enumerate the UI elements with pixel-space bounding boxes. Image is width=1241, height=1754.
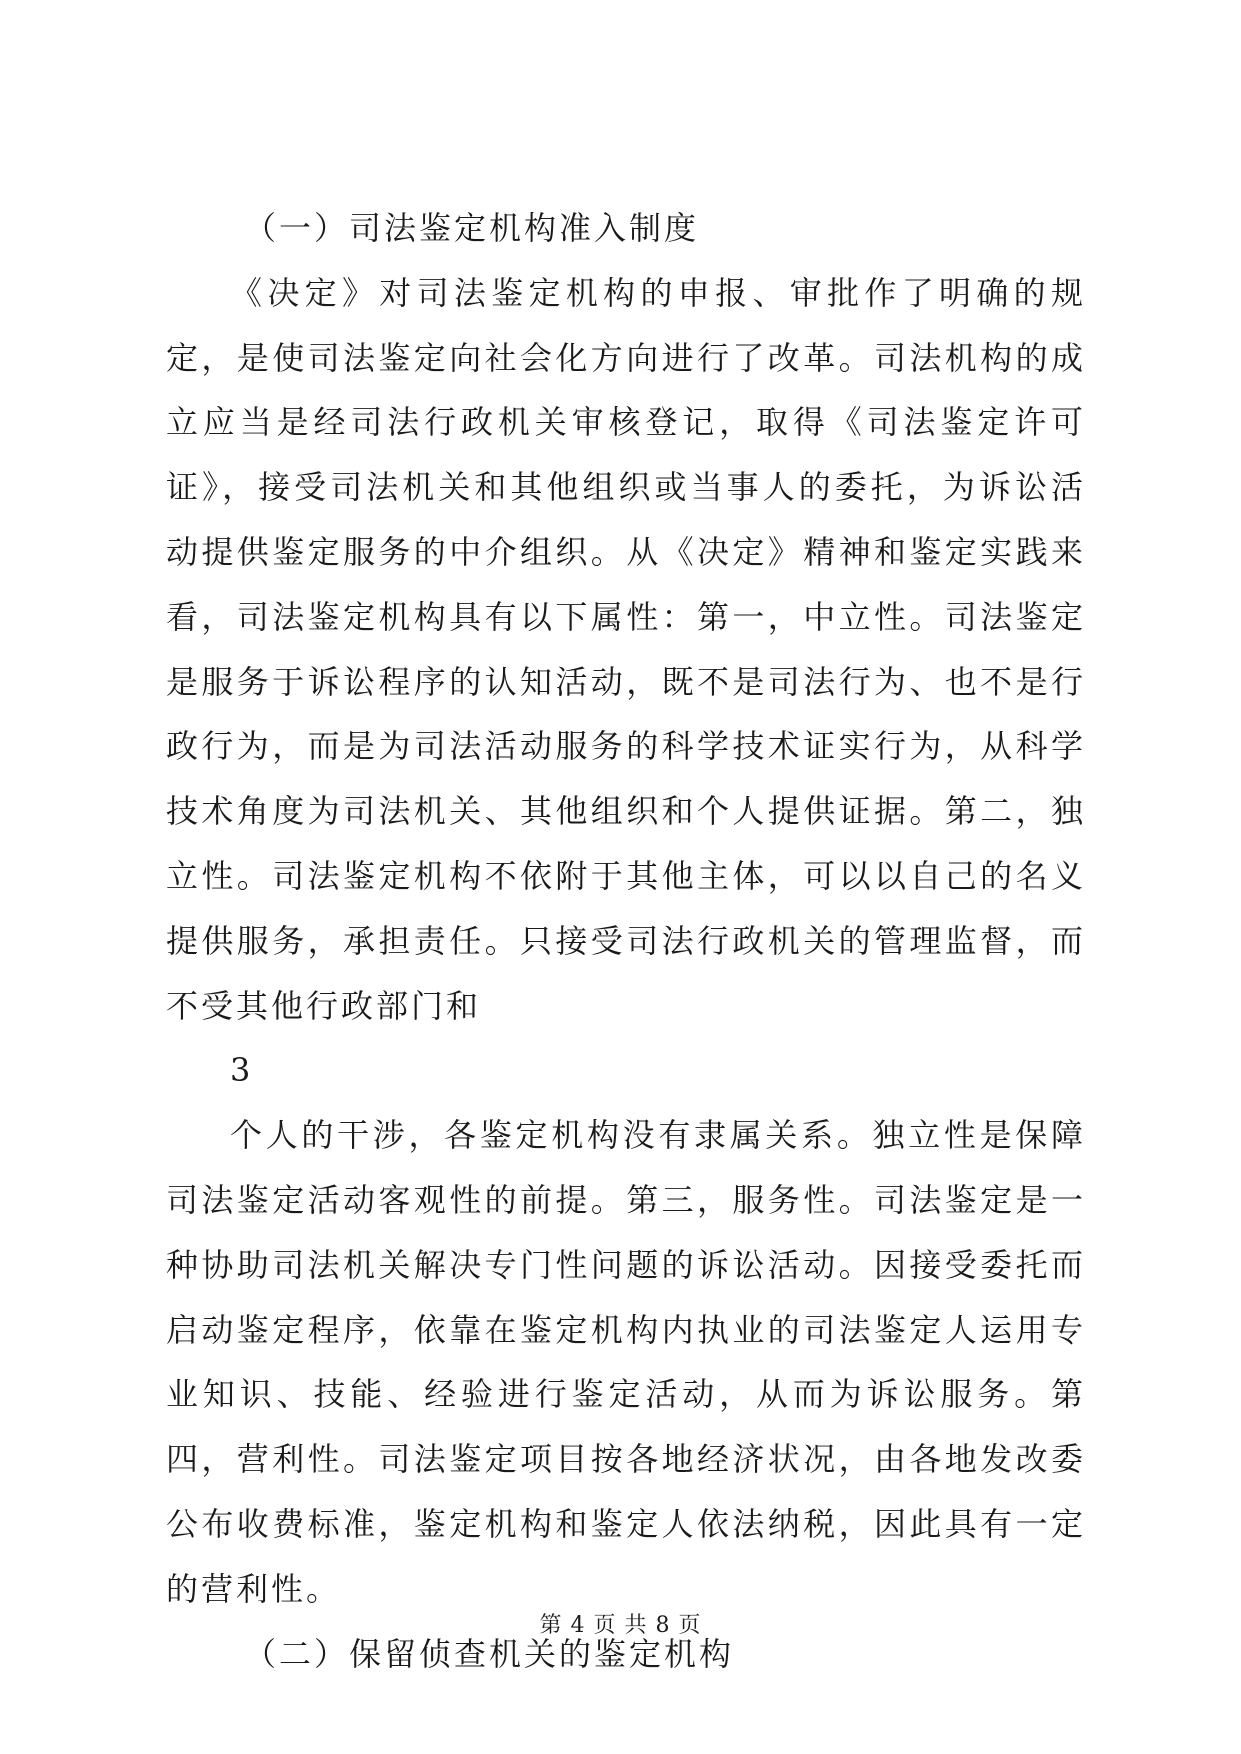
page-footer: 第 4 页 共 8 页 (539, 1613, 702, 1638)
paragraph-2: 个人的干涉，各鉴定机构没有隶属关系。独立性是保障司法鉴定活动客观性的前提。第三，服务性。司法鉴定是一种协助司法机关解决专门性问题的诉讼活动。因接受委托而启动鉴定程序，依靠在鉴定机构内执业的司法鉴定人运用专业知识、技能、经验进行鉴定活动，从而为诉讼服务。第四，营利性。司法鉴定项目按各地经济状况，由各地发改委公布收费标准，鉴定机构和鉴定人依法纳税，因此具有一定的营利性。 (166, 1116, 1086, 1608)
section-heading-2: （二）保留侦查机关的鉴定机构 (244, 1634, 735, 1673)
document-body (166, 196, 1086, 1686)
paragraph-1: 《决定》对司法鉴定机构的申报、审批作了明确的规定，是使司法鉴定向社会化方向进行了改革。司法机构的成立应当是经司法行政机关审核登记，取得《司法鉴定许可证》，接受司法机关和其他组织或当事人的委托，为诉讼活动提供鉴定服务的中介组织。从《决定》精神和鉴定实践来看，司法鉴定机构具有以下属性：第一，中立性。司法鉴定是服务于诉讼程序的认知活动，既不是司法行为、也不是行政行为，而是为司法活动服务的科学技术证实行为，从科学技术角度为司法机关、其他组织和个人提供证据。第二，独立性。司法鉴定机构不依附于其他主体，可以以自己的名义提供服务，承担责任。只接受司法行政机关的管理监督，而不受其他行政部门和 (166, 273, 1086, 1025)
inline-page-number: 3 (230, 1051, 254, 1090)
section-heading-1: （一）司法鉴定机构准入制度 (244, 209, 700, 247)
